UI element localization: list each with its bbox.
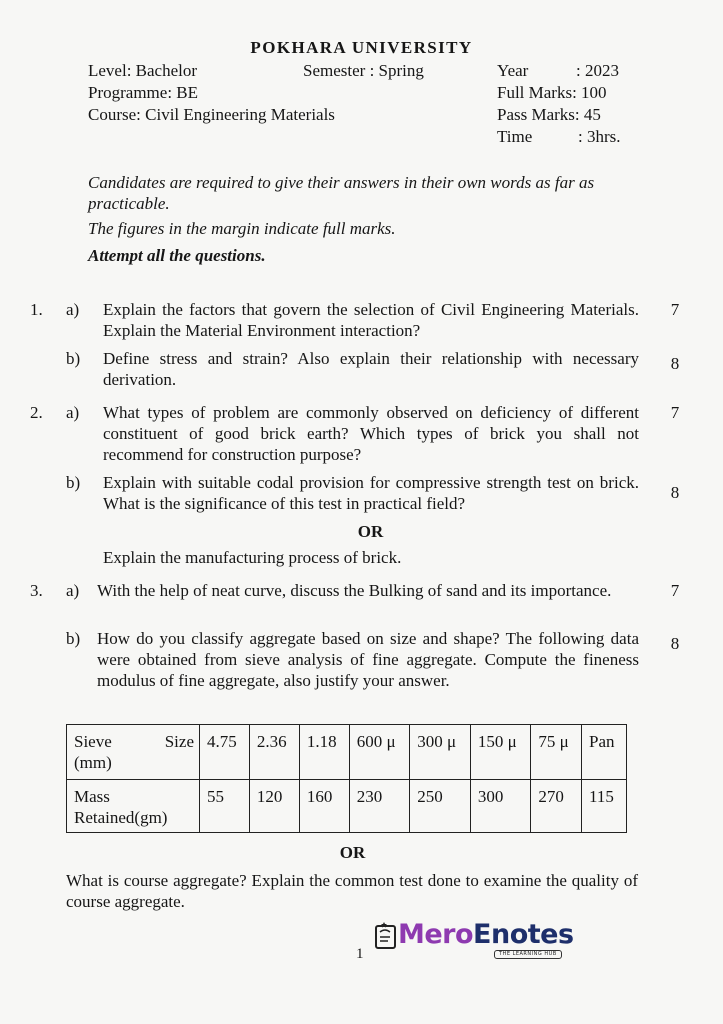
university-title: POKHARA UNIVERSITY (250, 38, 473, 57)
table-cell: 4.75 (200, 725, 250, 780)
question-text: Explain with suitable codal provision for compressive strength test on brick. What is the significance of this test in practical field? (103, 473, 639, 513)
table-cell: 160 (299, 780, 349, 833)
sieve-label: Sieve (74, 732, 112, 751)
table-cell: 115 (581, 780, 626, 833)
question-part-label: b) (66, 629, 81, 648)
year-value: : 2023 (576, 61, 619, 80)
table-cell: 600 μ (349, 725, 410, 780)
size-label: Size (164, 732, 194, 751)
semester-label: Semester : Spring (303, 61, 424, 80)
instruction-margin-marks: The figures in the margin indicate full marks. (88, 219, 396, 238)
table-row (67, 780, 627, 833)
unit-label: (mm) (74, 753, 112, 772)
question-marks: 7 (670, 581, 680, 600)
logo-text: MeroEnotes (398, 919, 574, 950)
question-number: 1. (30, 300, 43, 319)
question-text: With the help of neat curve, discuss the Bulking of sand and its importance. (97, 581, 612, 600)
question-part-label: a) (66, 403, 80, 422)
level-label: Level: Bachelor (88, 61, 198, 80)
question-marks: 8 (670, 354, 680, 373)
table-cell: 300 μ (410, 725, 471, 780)
table-cell: 75 μ (531, 725, 582, 780)
question-part-label: a) (66, 581, 80, 600)
question-number: 2. (30, 403, 43, 422)
table-cell: 300 (470, 780, 531, 833)
book-icon (374, 920, 398, 954)
question-marks: 8 (670, 483, 680, 502)
alternative-question-text: Explain the manufacturing process of brick. (103, 548, 402, 567)
question-text: What types of problem are commonly observed on deficiency of different constituent of good brick earth? Which types of brick you shall not recommend for construction purpose? (103, 403, 639, 464)
question-text: Explain the factors that govern the selection of Civil Engineering Materials. Explain the Material Environment interaction? (103, 300, 639, 340)
question-text: Define stress and strain? Also explain their relationship with necessary derivation. (103, 349, 639, 389)
table-cell: 270 (531, 780, 582, 833)
alternative-question-text: What is course aggregate? Explain the common test done to examine the quality of course aggregate. (66, 871, 638, 911)
or-separator: OR (357, 522, 384, 541)
table-cell-header (67, 725, 200, 780)
table-cell: 2.36 (249, 725, 299, 780)
question-marks: 7 (670, 300, 680, 319)
time-value: : 3hrs. (578, 127, 621, 146)
year-label: Year (497, 61, 529, 80)
table-cell: 250 (410, 780, 471, 833)
question-part-label: b) (66, 473, 81, 492)
question-number: 3. (30, 581, 43, 600)
table-cell: 120 (249, 780, 299, 833)
or-separator: OR (339, 843, 366, 862)
table-cell: 150 μ (470, 725, 531, 780)
table-cell-header: Mass Retained(gm) (67, 780, 200, 833)
question-marks: 8 (670, 634, 680, 653)
course-label: Course: Civil Engineering Materials (88, 105, 335, 124)
table-cell: 1.18 (299, 725, 349, 780)
question-text: How do you classify aggregate based on size and shape? The following data were obtained from sieve analysis of fine aggregate. Compute the fineness modulus of fine aggregate, also justify your answer. (97, 629, 639, 690)
full-marks-label: Full Marks: 100 (497, 83, 607, 102)
pass-marks-label: Pass Marks: 45 (497, 105, 601, 124)
time-label: Time (497, 127, 533, 146)
table-row (67, 725, 627, 780)
table-cell: 55 (200, 780, 250, 833)
programme-label: Programme: BE (88, 83, 199, 102)
instruction-attempt-all: Attempt all the questions. (88, 246, 266, 265)
question-part-label: a) (66, 300, 80, 319)
logo-wordmark (398, 918, 574, 952)
instruction-own-words: Candidates are required to give their answers in their own words as far as practicable. (88, 173, 595, 213)
logo-tagline: THE LEARNING HUB (494, 950, 562, 959)
question-part-label: b) (66, 349, 81, 368)
meroenotes-logo (374, 918, 574, 960)
table-cell: 230 (349, 780, 410, 833)
table-cell: Pan (581, 725, 626, 780)
sieve-analysis-table (66, 724, 627, 833)
question-marks: 7 (670, 403, 680, 422)
page-number: 1 (356, 946, 364, 962)
